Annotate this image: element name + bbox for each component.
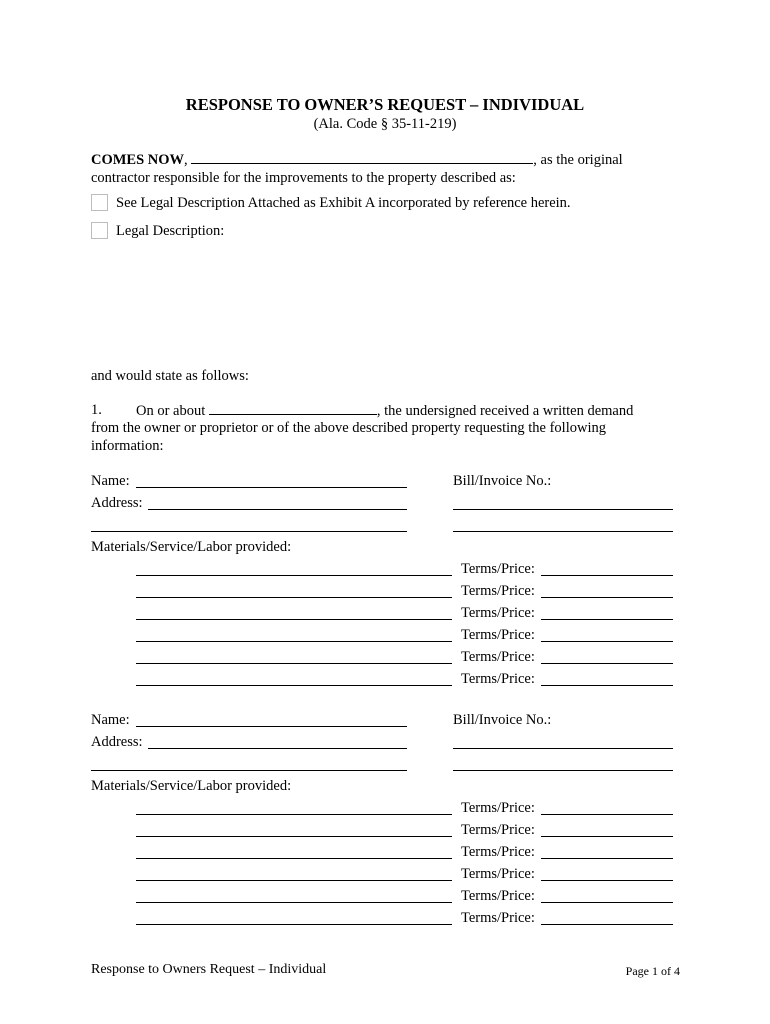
terms-price-label: Terms/Price: (461, 605, 535, 621)
terms-price-field[interactable] (541, 663, 673, 664)
terms-price-label: Terms/Price: (461, 844, 535, 860)
materials-field[interactable] (136, 619, 452, 620)
exhibit-a-label: See Legal Description Attached as Exhibit A incorporated by reference herein. (116, 195, 571, 211)
paragraph-1-line3: information: (91, 438, 164, 454)
statement-line: and would state as follows: (91, 368, 249, 384)
name-label: Name: (91, 712, 130, 728)
demand-date-field[interactable] (209, 402, 377, 415)
materials-field[interactable] (136, 597, 452, 598)
comes-now-tail: , as the original (533, 152, 623, 168)
terms-price-field[interactable] (541, 880, 673, 881)
materials-label: Materials/Service/Labor provided: (91, 778, 292, 794)
terms-price-label: Terms/Price: (461, 671, 535, 687)
bill-invoice-field-line2[interactable] (453, 531, 673, 532)
paragraph-1-number: 1. (91, 402, 102, 418)
contractor-name-field[interactable] (191, 151, 533, 164)
comes-now-line: COMES NOW, , as the original (91, 152, 623, 168)
name-label: Name: (91, 473, 130, 489)
bill-invoice-field[interactable] (453, 509, 673, 510)
terms-price-label: Terms/Price: (461, 822, 535, 838)
bill-invoice-label: Bill/Invoice No.: (453, 712, 552, 728)
terms-price-label: Terms/Price: (461, 866, 535, 882)
terms-price-field[interactable] (541, 858, 673, 859)
materials-label: Materials/Service/Labor provided: (91, 539, 292, 555)
address-field[interactable] (148, 509, 407, 510)
terms-price-field[interactable] (541, 836, 673, 837)
materials-field[interactable] (136, 641, 452, 642)
terms-price-field[interactable] (541, 575, 673, 576)
materials-field[interactable] (136, 663, 452, 664)
terms-price-field[interactable] (541, 924, 673, 925)
bill-invoice-field[interactable] (453, 748, 673, 749)
terms-price-label: Terms/Price: (461, 583, 535, 599)
contractor-description-line: contractor responsible for the improvements to the property described as: (91, 170, 516, 186)
name-field[interactable] (136, 487, 407, 488)
page-title: RESPONSE TO OWNER’S REQUEST – INDIVIDUAL (185, 95, 585, 114)
paragraph-1-line1: On or about , the undersigned received a written demand (136, 403, 634, 419)
materials-field[interactable] (136, 858, 452, 859)
materials-field[interactable] (136, 685, 452, 686)
materials-field[interactable] (136, 924, 452, 925)
paragraph-1-line2: from the owner or proprietor or of the above described property requesting the following (91, 420, 606, 436)
name-field[interactable] (136, 726, 407, 727)
terms-price-field[interactable] (541, 814, 673, 815)
address-field-line2[interactable] (91, 531, 407, 532)
legal-description-label: Legal Description: (116, 223, 225, 239)
terms-price-field[interactable] (541, 685, 673, 686)
address-field-line2[interactable] (91, 770, 407, 771)
terms-price-field[interactable] (541, 619, 673, 620)
materials-field[interactable] (136, 575, 452, 576)
materials-field[interactable] (136, 814, 452, 815)
comes-now-label: COMES NOW (91, 152, 185, 168)
address-field[interactable] (148, 748, 407, 749)
materials-field[interactable] (136, 902, 452, 903)
terms-price-field[interactable] (541, 597, 673, 598)
terms-price-field[interactable] (541, 902, 673, 903)
terms-price-label: Terms/Price: (461, 627, 535, 643)
footer-document-title: Response to Owners Request – Individual (91, 962, 327, 977)
terms-price-field[interactable] (541, 641, 673, 642)
citation: (Ala. Code § 35-11-219) (313, 116, 457, 132)
footer-page-number: Page 1 of 4 (625, 964, 680, 978)
bill-invoice-label: Bill/Invoice No.: (453, 473, 552, 489)
address-label: Address: (91, 495, 143, 511)
exhibit-a-checkbox[interactable] (91, 194, 108, 211)
terms-price-label: Terms/Price: (461, 800, 535, 816)
bill-invoice-field-line2[interactable] (453, 770, 673, 771)
terms-price-label: Terms/Price: (461, 910, 535, 926)
legal-description-checkbox[interactable] (91, 222, 108, 239)
terms-price-label: Terms/Price: (461, 649, 535, 665)
materials-field[interactable] (136, 836, 452, 837)
address-label: Address: (91, 734, 143, 750)
materials-field[interactable] (136, 880, 452, 881)
terms-price-label: Terms/Price: (461, 561, 535, 577)
terms-price-label: Terms/Price: (461, 888, 535, 904)
